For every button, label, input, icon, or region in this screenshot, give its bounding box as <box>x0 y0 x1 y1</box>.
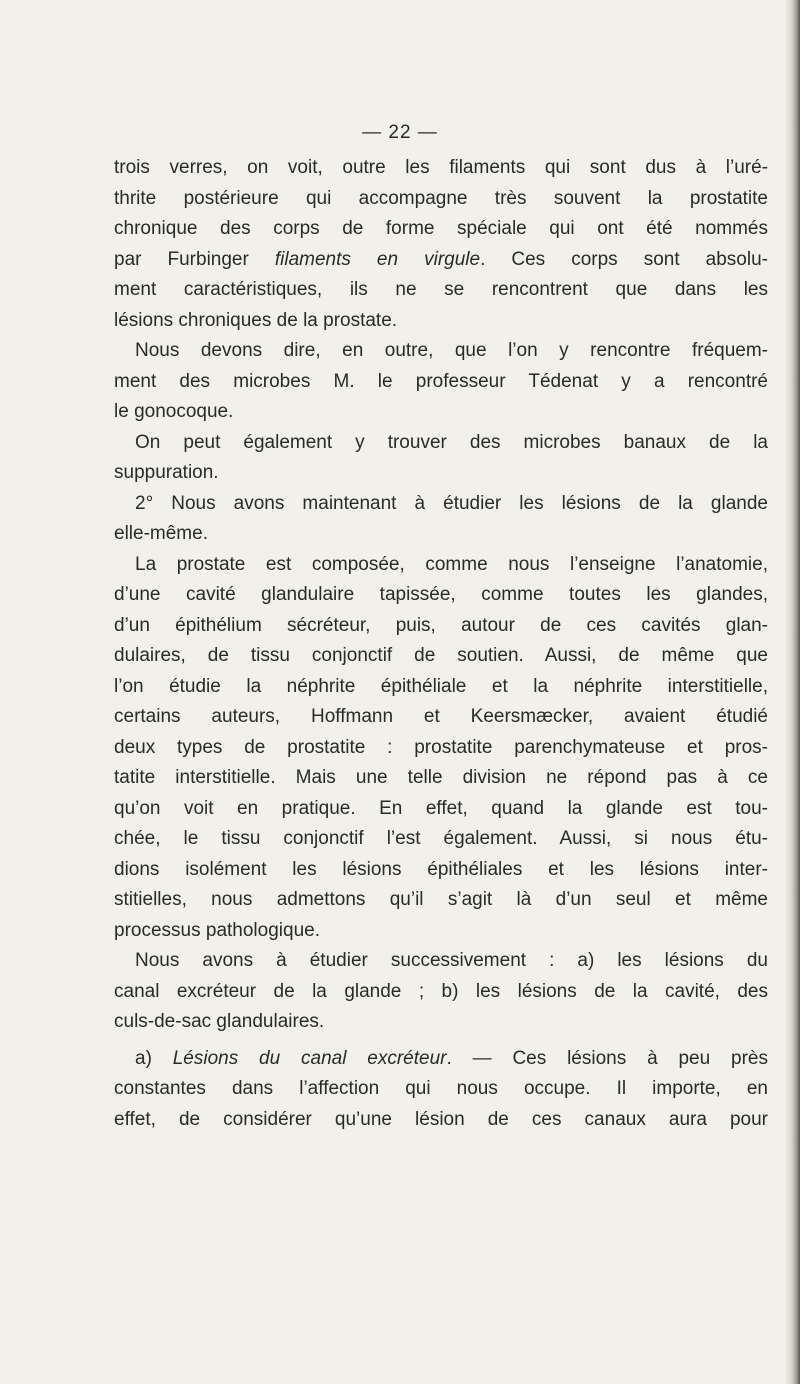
text-line: thrite postérieure qui accompagne très souvent la prostatite <box>114 187 768 209</box>
text-line <box>114 1044 768 1075</box>
text-line: culs-de-sac glandulaires. <box>114 1011 325 1032</box>
text-line: canal excréteur de la glande ; b) les lésions de la cavité, des <box>114 980 768 1002</box>
text-line: certains auteurs, Hoffmann et Keersmæcker, avaient étudié <box>114 706 768 727</box>
text-line: dions isolément les lésions épithéliales et les lésions inter- <box>114 858 768 880</box>
text-line: deux types de prostatite : prostatite parenchymateuse et pros- <box>114 736 768 758</box>
page-number: — 22 — <box>362 122 438 143</box>
text-line: chée, le tissu conjonctif l’est également. Aussi, si nous étu- <box>114 828 768 849</box>
text-line: d’une cavité glandulaire tapissée, comme toutes les glandes, <box>114 584 768 605</box>
text-line: dulaires, de tissu conjonctif de soutien. Aussi, de même que <box>114 645 768 666</box>
text-line: stitielles, nous admettons qu’il s’agit là d’un seul et même <box>114 889 768 910</box>
body-text <box>114 153 768 1135</box>
text-run: . Ces corps sont absolu- <box>480 248 768 270</box>
text-line: ment des microbes M. le professeur Tédenat y a rencontré <box>114 370 768 392</box>
text-run: . — Ces lésions à peu près <box>446 1047 768 1069</box>
text-line: chronique des corps de forme spéciale qui ont été nommés <box>114 218 768 239</box>
text-line: 2° Nous avons maintenant à étudier les lésions de la glande <box>135 492 768 514</box>
text-run: a) <box>135 1047 173 1069</box>
text-line: Nous avons à étudier successivement : a) les lésions du <box>135 950 768 971</box>
text-line: lésions chroniques de la prostate. <box>114 309 398 331</box>
text-line: constantes dans l’affection qui nous occupe. Il importe, en <box>114 1078 768 1099</box>
text-line: trois verres, on voit, outre les filaments qui sont dus à l’uré- <box>114 157 768 178</box>
italic-heading: Lésions du canal excréteur <box>172 1047 447 1069</box>
text-line: processus pathologique. <box>114 919 320 941</box>
text-line: tatite interstitielle. Mais une telle division ne répond pas à ce <box>114 767 768 788</box>
text-line: ment caractéristiques, ils ne se rencontrent que dans les <box>114 279 768 300</box>
text-line: le gonocoque. <box>114 401 234 422</box>
text-line: Nous devons dire, en outre, que l’on y rencontre fréquem- <box>135 340 768 361</box>
page-edge-shadow <box>786 0 800 1384</box>
text-line: d’un épithélium sécréteur, puis, autour de ces cavités glan- <box>114 614 768 636</box>
text-line <box>114 245 768 276</box>
text-run: par Furbinger <box>114 248 275 270</box>
text-line: suppuration. <box>114 462 219 483</box>
text-line: l’on étudie la néphrite épithéliale et la néphrite interstitielle, <box>114 675 768 697</box>
text-line: On peut également y trouver des microbes banaux de la <box>135 431 768 453</box>
italic-term: filaments en virgule <box>274 248 481 270</box>
text-line: La prostate est composée, comme nous l’enseigne l’anatomie, <box>135 553 768 575</box>
text-line: elle-même. <box>114 523 208 544</box>
text-line: effet, de considérer qu’une lésion de ces canaux aura pour <box>114 1108 768 1130</box>
text-line: qu’on voit en pratique. En effet, quand la glande est tou- <box>114 797 768 819</box>
